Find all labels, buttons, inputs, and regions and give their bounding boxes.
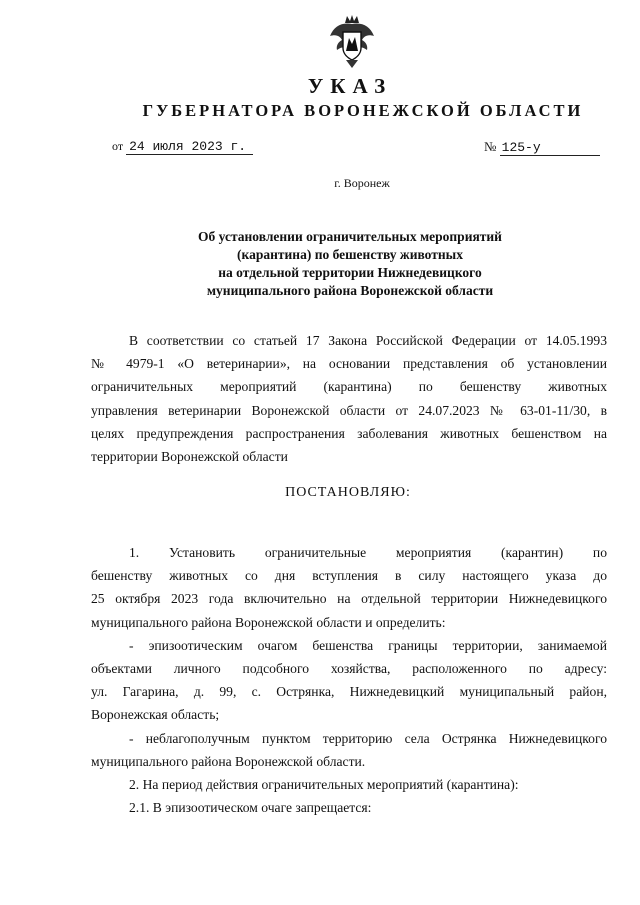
text-line: управления ветеринарии Воронежской области от 24.07.2023 № 63-01-11/30, в	[91, 402, 607, 418]
date-prefix: от	[112, 139, 124, 153]
subject-line: (карантина) по бешенству животных	[237, 247, 463, 262]
document-type-heading: УКАЗ	[307, 74, 393, 98]
subject-line: Об установлении ограничительных мероприятий	[198, 229, 502, 244]
text-line: - эпизоотическим очагом бешенства границы территории, занимаемой	[129, 637, 607, 653]
decree-subject	[150, 228, 550, 300]
text-line: объектами личного подсобного хозяйства, расположенного по адресу:	[91, 661, 607, 677]
text-line: - неблагополучным пунктом территорию села Острянка Нижнедевицкого	[129, 730, 607, 746]
decree-date	[112, 139, 253, 155]
text-line: В соответствии со статьей 17 Закона Российской Федерации от 14.05.1993	[129, 333, 607, 348]
text-line: № 4979-1 «О ветеринарии», на основании представления об установлении	[91, 356, 607, 372]
text-line: целях предупреждения распространения заболевания животных бешенством на	[91, 425, 607, 441]
text-line: территории Воронежской области	[91, 449, 288, 465]
text-line: 25 октября 2023 года включительно на отдельной территории Нижнедевицкого	[91, 591, 607, 607]
decree-number	[484, 139, 600, 156]
preamble-paragraph	[91, 329, 607, 468]
issuer-heading: ГУБЕРНАТОРА ВОРОНЕЖСКОЙ ОБЛАСТИ	[142, 101, 584, 120]
number-value: 125-у	[500, 140, 600, 156]
text-line: бешенству животных со дня вступления в силу настоящего указа до	[91, 568, 607, 584]
text-line: 2. На период действия ограничительных мероприятий (карантина):	[129, 777, 519, 793]
text-line: ограничительных мероприятий (карантина) по бешенству животных	[91, 379, 607, 395]
text-line: муниципального района Воронежской области и определить:	[91, 614, 446, 630]
clauses	[91, 541, 607, 819]
text-line: ул. Гагарина, д. 99, с. Острянка, Нижнедевицкий муниципальный район,	[91, 684, 607, 700]
date-value: 24 июля 2023 г.	[126, 139, 253, 155]
text-line: муниципального района Воронежской области.	[91, 753, 366, 769]
city-line: г. Воронеж	[334, 176, 390, 190]
number-prefix: №	[484, 139, 497, 154]
subject-line: муниципального района Воронежской области	[206, 283, 494, 298]
subject-line: на отдельной территории Нижнедевицкого	[218, 265, 482, 280]
text-line: 1. Установить ограничительные мероприятия (карантин) по	[129, 545, 607, 560]
text-line: Воронежская область;	[91, 707, 220, 723]
decree-word: ПОСТАНОВЛЯЮ:	[285, 485, 411, 500]
coat-of-arms-emblem	[328, 14, 376, 70]
text-line: 2.1. В эпизоотическом очаге запрещается:	[129, 800, 372, 816]
